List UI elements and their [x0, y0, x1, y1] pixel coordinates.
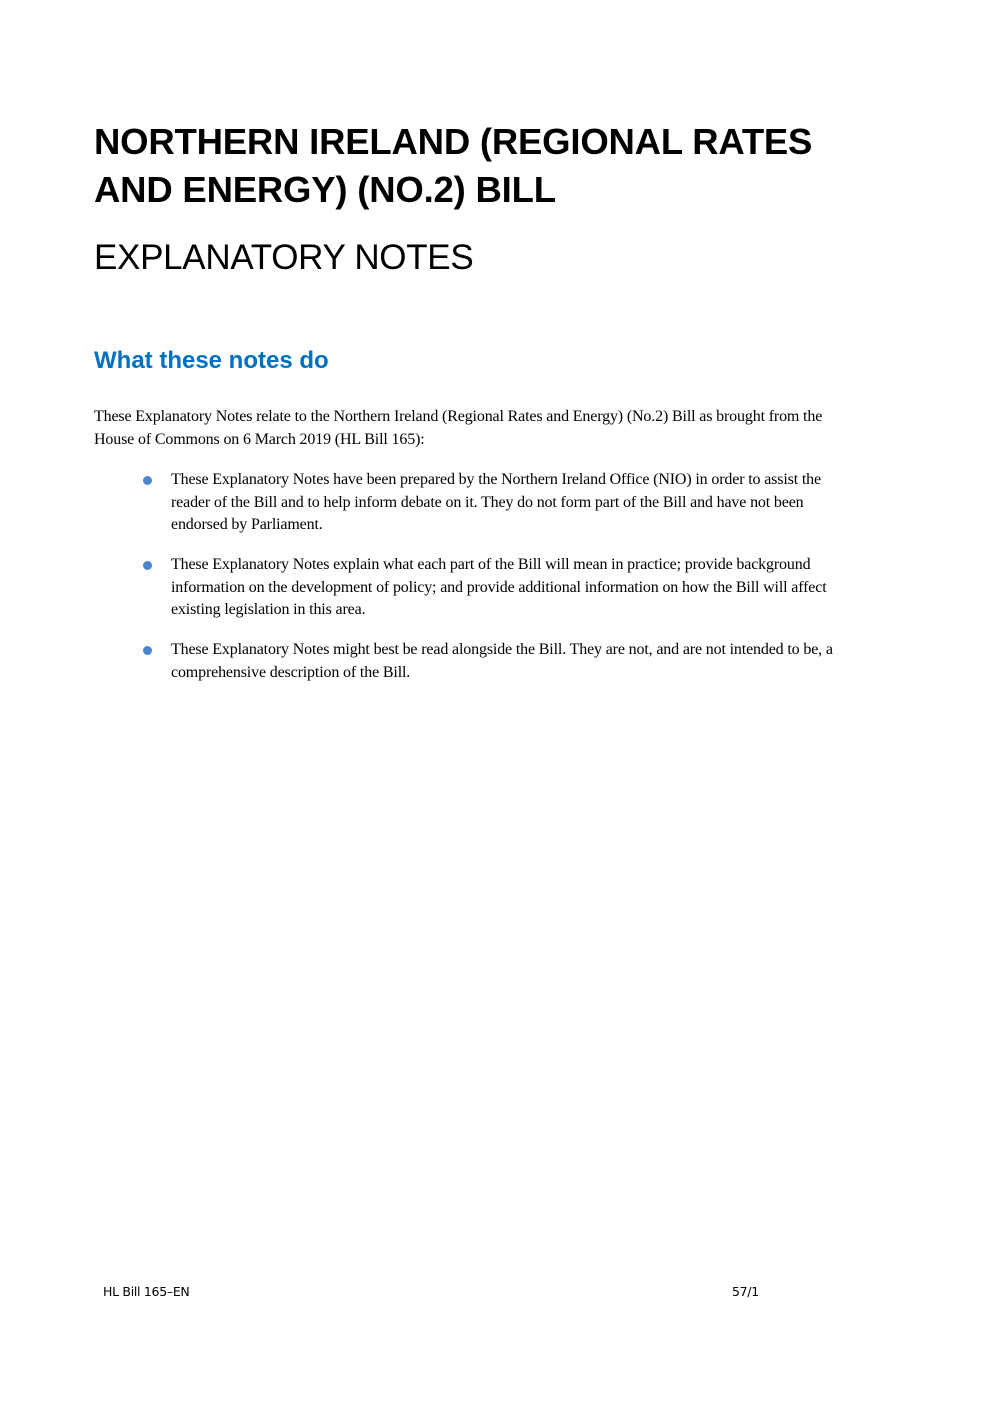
- bill-title-line-2: AND ENERGY) (NO.2) BILL: [94, 169, 556, 210]
- footer-bill-reference: HL Bill 165–EN: [103, 1284, 190, 1299]
- document-subtitle: EXPLANATORY NOTES: [94, 238, 474, 277]
- bullet-dot-icon: [143, 476, 152, 485]
- bill-title: [94, 118, 874, 214]
- bullet-text: These Explanatory Notes might best be read alongside the Bill. They are not, and are not intended to be, a comprehensive description of the Bill.: [171, 641, 833, 681]
- bullet-item: [171, 554, 861, 622]
- intro-paragraph: These Explanatory Notes relate to the Northern Ireland (Regional Rates and Energy) (No.2) Bill as brought from the House of Commons on 6 March 2019 (HL Bill 165):: [94, 408, 823, 448]
- section-heading: What these notes do: [94, 347, 329, 374]
- bullet-text: These Explanatory Notes explain what each part of the Bill will mean in practice; provide background information on the development of policy; and provide additional information on how the Bill will affect existing legislation in this area.: [171, 556, 827, 618]
- bullet-dot-icon: [143, 561, 152, 570]
- bullet-item: [171, 469, 861, 537]
- bullet-text: These Explanatory Notes have been prepared by the Northern Ireland Office (NIO) in order to assist the reader of the Bill and to help inform debate on it. They do not form part of the Bill and have not been endorsed by Parliament.: [171, 471, 821, 533]
- footer-page-code: 57/1: [732, 1284, 759, 1299]
- bullet-item: [171, 639, 861, 684]
- bullet-dot-icon: [143, 646, 152, 655]
- bill-title-line-1: NORTHERN IRELAND (REGIONAL RATES: [94, 121, 813, 162]
